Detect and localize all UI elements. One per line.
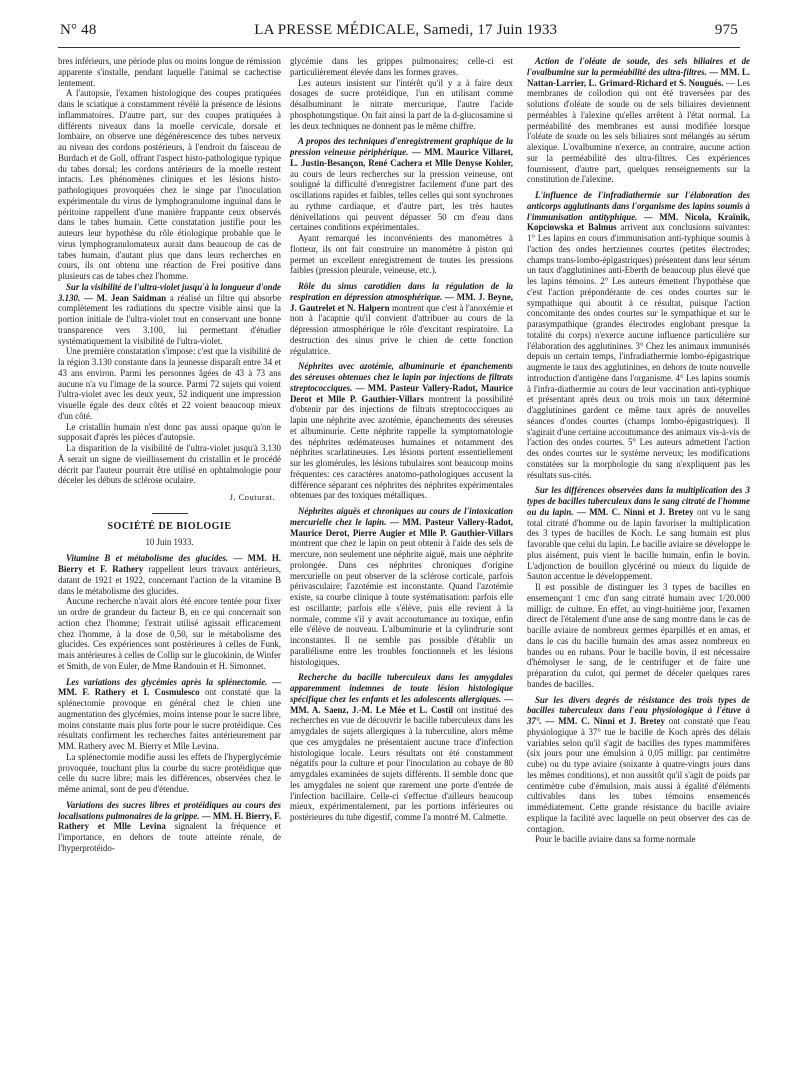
article-pression-veineuse (290, 136, 513, 233)
section-heading: SOCIÉTÉ DE BIOLOGIE (107, 520, 232, 532)
article-bacille-amygdales (290, 672, 513, 823)
article-author: — MM. A. Saenz, J.-M. Le Mée et L. Costil (290, 693, 513, 715)
article-text: ont constaté que l'eau physiologique à 37° tue le bacille de Koch après des délais variables selon qu'il s'agit de bacilles des types mammifères (six jours pour une émulsion à 0,05 milligr. par centimètre cube) ou du type aviaire (soixante à quatre-vingts jours dans les mêmes conditions), et non aussitôt qu'il s'agit de poids par centimètre cube d'émulsion, mais aussi à égalité d'éléments cultivables dans les tubes témoins ensemencés immédiatement. Cette grande résistance du bacille aviaire explique la facilité avec laquelle on peut observer des cas de contagion. (527, 716, 751, 834)
paragraph: bres inférieurs, une période plus ou moins longue de rémission apparente s'installe, pendant laquelle l'animal se cachectise lentement. (58, 56, 281, 88)
article-sucres-grippe (58, 800, 281, 854)
article-author: — MM. F. Rathery et I. Cosmulesco (58, 676, 281, 698)
article-nephrites-mercurielles (290, 506, 513, 667)
article-title: Néphrites aiguës et chroniques au cours de l'intoxication mercurielle chez le lapin. (290, 506, 513, 527)
article-visibilite-ultraviolet (58, 282, 281, 347)
article-author: — M. Jean Saidman (83, 292, 167, 303)
article-text: ont institué des recherches en vue de découvrir le bacille tuberculeux dans les amygdales de sujets allergiques à la tuberculine, alors même que ces amygdales ne présentaient aucune trace d'infection histologique locale. Leurs résultats ont été constamment négatifs pour la culture et pour l'inoculation au cobaye de 80 amygdales examinées de sujets différents. Il semble donc que les amygdales ne soient que rarement une porte d'entrée de l'infection bacillaire. Celle-ci s'effectue d'ailleurs beaucoup mieux, expérimentalement, par les portions inférieures ou postérieures du tube digestif, comme l'a montré M. Calmette. (290, 704, 513, 822)
article-author: — MM. Maurice Villaret, L. Justin-Besançon, René Cachera et Mlle Denyse Kohler, (290, 147, 513, 168)
paragraph: La splénectomie modifie aussi les effets de l'hyperglycémie provoquée, touchant plus la courbe du sucre protéidique que celle du sucre libre; mais les différences, observées chez le même animal, sont de peu d'étendue. (58, 751, 281, 794)
article-title: Variations des sucres libres et protéidiques au cours des localisations pulmonaires de la grippe. (58, 799, 281, 821)
paragraph: Les auteurs insistent sur l'intérêt qu'il y a à faire deux dosages de sucre protéidique, l'un en utilisant comme désalbuminant le nitrate mercurique, l'autre l'acide phosphotungstique. On fait ainsi la part de la d-glucosamine si les deux techniques ne donnent pas le même chiffre. (290, 77, 513, 131)
paragraph: Une première constatation s'impose: c'est que la visibilité de la région 3.130 constante dans la jeunesse disparaît entre 34 et 43 ans environ. Parmi les personnes âgées de 43 à 73 ans aucune n'a vu l'image de la source. Parmi 72 sujets qui voient l'ultra-violet avec les deux yeux, 52 indiquent une impression visuelle égale des deux côtés et 22 voient beaucoup mieux d'un côté. (58, 346, 281, 421)
column-2 (290, 56, 513, 823)
article-text: signalent la fréquence et l'importance, en dehors de toute atteinte rénale, de l'hyperprotéido- (58, 821, 281, 853)
article-author: — MM. Nicola, Kraïnik, Kopciowska et Balmus (527, 211, 750, 233)
article-text: rappellent leurs travaux antérieurs, datant de 1921 et 1922, concernant l'action de la vitamine B dans le métabolisme des glucides. (58, 564, 281, 596)
article-text: — Les membranes de collodion qui ont été traversées par des solutions d'oléate de soude ou de sels biliaires deviennent perméables à l'alexine qu'elles arrêtent à l'état normal. La perméabilité des membranes est aussi modifiée lorsque l'oléate de soude ou les sels biliaires sont mélangés au sérum alexique. L'ovalbumine n'exerce, au contraire, aucune action sur la perméabilité des ultra-filtres. Ces expériences fournissent, d'autre part, quelques renseignements sur la constitution de l'alexine. (527, 77, 750, 185)
column-3 (527, 56, 750, 845)
paragraph: Le cristallin humain n'est donc pas aussi opaque qu'on le supposait d'après les pièces d'autopsie. (58, 421, 281, 443)
article-author: — MM. C. Ninni et J. Bretey (576, 506, 694, 517)
paragraph: Il est possible de distinguer les 3 types de bacilles en ensemençant 1 cmc d'un sang citraté humain avec 1/20.000 milligr. de culture. En effet, au vingt-huitième jour, l'examen direct de l'étalement d'une anse de sang montre dans le cas de bacille aviaire de nombreux germes éparpillés et en amas, et dans le cas du bacille humain des amas assez nombreux en bandes ou en rubans. Pour le bacille bovin, il est nécessaire d'hémolyser le sang, de le centrifuger et de faire une préparation du culot, qui permet de déceler quelques rares bandes de bacilles. (527, 582, 750, 689)
issue-number: N° 48 (60, 22, 97, 38)
article-text: ont vu le sang total citraté d'homme ou de lapin favoriser la multiplication des 3 types de bacilles de Koch. Le sang humain est plus favorable que celui du lapin. Le bacille aviaire se développe le plus aisément, puis vient le bacille humain, enfin le bovin. L'adjonction de bouillon glycériné ou mieux du liquide de Sauton accentue le développement. (527, 506, 751, 582)
paragraph: Ayant remarqué les inconvénients des manomètres à flotteur, ils ont fait construire un manomètre à piston qui permet un excellent enregistrement de toutes les pressions faibles (pression pleurale, veineuse, etc.). (290, 233, 513, 276)
article-title: Sur les divers degrés de résistance des trois types de bacilles tuberculeux dans l'eau physiologique à l'étuve à 37°. (527, 694, 750, 726)
article-vitamine-b (58, 553, 281, 596)
article-infradiathermie (527, 190, 750, 480)
paragraph: glycémie dans les grippes pulmonaires; celle-ci est particulièrement élevée dans les formes graves. (290, 56, 513, 77)
paragraph: Pour le bacille aviaire dans sa forme normale (535, 834, 696, 845)
journal-title: LA PRESSE MÉDICALE, Samedi, 17 Juin 1933 (254, 22, 558, 38)
article-text: montrent la possibilité d'obtenir par des injections de filtrats streptococciques au lapin une néphrite avec azotémie, épanchements des séreuses et albuminurie. Cette néphrite rappelle la symptomatologie des néphrites œdémateuses humaines et notamment des néphrites scarlatineuses. Les lésions portent essentiellement sur les glomérules, les lésions tubulaires sont beaucoup moins fréquentes: ces caractères anatomo-pathologiques accusent la différence séparant ces néphrites des néphrites expérimentales obtenues par des toxiques métalliques. (290, 393, 513, 501)
article-title: Rôle du sinus carotidien dans la régulation de la respiration en dépression atmosphérique. (290, 281, 513, 302)
article-splenectomie (58, 677, 281, 752)
article-title: Néphrites avec azotémie, albuminurie et épanchements des séreuses obtenues chez le lapin par injections de filtrats streptococciques. (290, 361, 513, 393)
paragraph: La disparition de la visibilité de l'ultra-violet jusqu'à 3.130 Å serait un signe de vieillissement du cristallin et le procédé décrit par l'auteur pourrait être utilisé en ophtalmologie pour déceler les débuts de sclérose oculaire. (58, 443, 281, 486)
article-author: — MM. C. Ninni et J. Bretey (545, 716, 665, 726)
article-author: — MM. H. Bierry, F. Rathery et Mlle Levina (58, 810, 282, 832)
article-nephrites-streptococciques (290, 361, 513, 501)
article-text: arrivent aux conclusions suivantes: 1° Les lapins en cours d'immunisation anti-typhique soumis à l'action des ondes hertziennes courtes (petites électrodes; champs trans-lombo-épigastriques) présentent dans leur sérum un taux d'agglutinines anti-Eberth de beaucoup plus élevé que les lapins témoins. 2° Les auteurs émettent l'hypothèse que c'est l'action prépondérante de ces ondes courtes sur le sympathique qui aboutit à ce résultat, puisque l'action concomitante des ondes courtes sur le sympathique et sur le parasympathique (grandes électrodes englobant presque la totalité du corps) n'exerce aucune influence particulière sur l'élaboration des agglutinines. 3° Chez les animaux immunisés depuis un certain temps, l'infradiathermie lombo-épigastrique augmente le taux des agglutinines, en dehors de toute nouvelle introduction d'antigène dans l'organisme. 4° Les lapins soumis à l'infra-diathermie au cours de leur vaccination anti-typhique et présentant après deux ou trois mois un taux déterminé d'agglutinines gardent ce même taux après de nouvelles séances d'ondes courtes (champs lombo-épigastriques). Il s'agirait d'une certaine accoutumance des animaux vis-à-vis de l'action des ondes courtes. 5° Les auteurs admettent l'action des ondes courtes sur le système nerveux; les modifications constatées sur la morphologie du sang n'expliquent pas les résultats sus-cités. (527, 222, 751, 480)
article-text: ont constaté que la splénectomie provoque en général chez le chien une augmentation des glycémies, moins intense pour le sucre libre, moins constante mais plus forte pour le sucre protéidique. Ces résultats confirment les recherches faites antérieurement par MM. Rathery avec M. Bierry et Mlle Levina. (58, 687, 281, 751)
article-author: — MM. J. Beyne, J. Gautrelet et N. Halpern (290, 291, 513, 313)
article-title: Recherche du bacille tuberculeux dans les amygdales apparemment indemnes de toute lésion histologique spécifique chez les enfants et les adolescents allergiques. (290, 672, 513, 704)
article-author: — MM. H. Bierry et F. Rathery (58, 553, 281, 574)
article-author: — MM. L. Nattan-Larrier, L. Grimard-Richard et S. Nougués. (527, 66, 750, 88)
paragraph: Aucune recherche n'avait alors été encore tentée pour fixer un ordre de grandeur du facteur B, en ce qui concernait son action chez l'homme; l'extrait utilisé agissait efficacement chez l'homme, à la dose de 0,50, sur le métabolisme des glucides. Ces expériences sont postérieures à celles de Funk, mais antérieures à celles de Collip sur le glucokinin, de Winfer et Smith, de von Euler, de Mme Randouin et H. Simonnet. (58, 596, 282, 671)
article-title: A propos des techniques d'enregistrement graphique de la pression veineuse périphérique. (290, 136, 513, 157)
header-rule (58, 47, 740, 48)
article-title: Action de l'oléate de soude, des sels biliaires et de l'ovalbumine sur la perméabilité des ultra-filtres. (527, 56, 750, 77)
article-text: a réalisé un filtre qui absorbe complètement les radiations du spectre visible ainsi que la portion initiale de l'ultra-violet tout en conservant une bonne transparence vers 3.100, lui permettant d'étudier systématiquement la visibilité de l'ultra-violet. (58, 292, 282, 346)
page-number: 975 (714, 22, 738, 38)
article-author: — MM. Pasteur Vallery-Radot, Maurice Derot, Pierre Augier et Mlle P. Gauthier-Villars (290, 516, 513, 538)
signature: J. Couturat. (229, 492, 275, 502)
article-title: Vitamine B et métabolisme des glucides. (66, 553, 229, 564)
paragraph: A l'autopsie, l'examen histologique des coupes pratiquées dans le sciatique a constamment révélé la présence de lésions inflammatoires. D'autre part, sur des coupes pratiquées à différents niveaux dans la moelle cervicale, dorsale et lombaire, on observe une dégénérescence des tubes nerveux au niveau des cordons postérieurs, à l'endroit du faisceau de Burdach et de Goll, offrant l'aspect histo-pathologique typique du tabes dorsal; les cordons antérieurs de la moelle restent intacts. Les phénomènes cliniques et les lésions histo-pathologiques provoquées chez le singe par l'inoculation expérimentale du virus de lymphogranulome inguinal dans le péritoine rappellent d'une manière frappante ceux observés dans le tabes humain. Cette constatation justifie pour les auteurs leur hypothèse du rôle étiologique probable que le virus lymphogranulomateux aurait dans beaucoup de cas de tabes humain, d'autant plus que dans leurs recherches en cours, ils ont obtenu une réaction de Frei positive dans plusieurs cas de tabes chez l'homme. (58, 88, 281, 281)
article-author: — MM. Pasteur Vallery-Radot, Maurice Derot et Mlle P. Gauthier-Villars (290, 382, 513, 404)
article-sinus-carotidien (290, 281, 513, 356)
section-date: 10 Juin 1933. (145, 536, 194, 547)
article-title: L'influence de l'infradiathermie sur l'élaboration des anticorps agglutinants dans l'organisme des lapins soumis à l'immunisation antityphique. (527, 190, 750, 222)
column-1 (58, 56, 281, 854)
article-title: Sur la visibilité de l'ultra-violet jusqu'à la longueur d'onde 3.130. (58, 281, 281, 303)
article-resistance-bacilles (527, 695, 750, 835)
article-title: Sur les différences observées dans la multiplication des 3 types de bacilles tuberculeux dans le sang citraté de l'homme ou du lapin. (527, 485, 750, 517)
article-multiplication-bacilles (527, 485, 750, 582)
article-text: au cours de leurs recherches sur la pression veineuse, ont souligné la difficulté d'enregistrer facilement d'une part des oscillations rapides et faibles, telles celles qui sont synchrones au rythme cardiaque, et d'autre part, les très hautes dénivellations qui peuvent dépasser 50 cm d'eau dans certaines conditions expérimentales. (290, 168, 513, 233)
article-title: Les variations des glycémies après la splénectomie. (66, 676, 268, 687)
section-divider (152, 513, 188, 514)
article-oleate-de-soude (527, 56, 750, 185)
article-text: montrent que c'est à l'anoxémie et non à l'acapnie qu'il convient d'attribuer au cours de la dépression atmosphérique le rôle d'excitant respiratoire. La destruction des sinus prive le chien de cette fonction régulatrice. (290, 302, 514, 356)
article-text: montrent que chez le lapin on peut obtenir à l'aide des sels de mercure, non seulement une néphrite aiguë, mais une néphrite prolongée. Dans ces néphrites chroniques d'origine mercurielle on peut observer de la sclérose corticale, parfois périvasculaire; l'azotémie est inconstante. Quand l'azotémie existe, sa courbe clinique à toute systématisation: parfois elle est oscillante; parfois elle s'élève, puis elle revient à la normale, comme s'il y avait accoutumance au toxique, enfin elle s'élève de nouveau. L'albuminurie et la cylindrurie sont inconstantes. Il ne semble pas possible d'établir un parallélisme entre les troubles fonctionnels et les lésions histologiques. (290, 538, 513, 667)
page-header (60, 22, 738, 44)
